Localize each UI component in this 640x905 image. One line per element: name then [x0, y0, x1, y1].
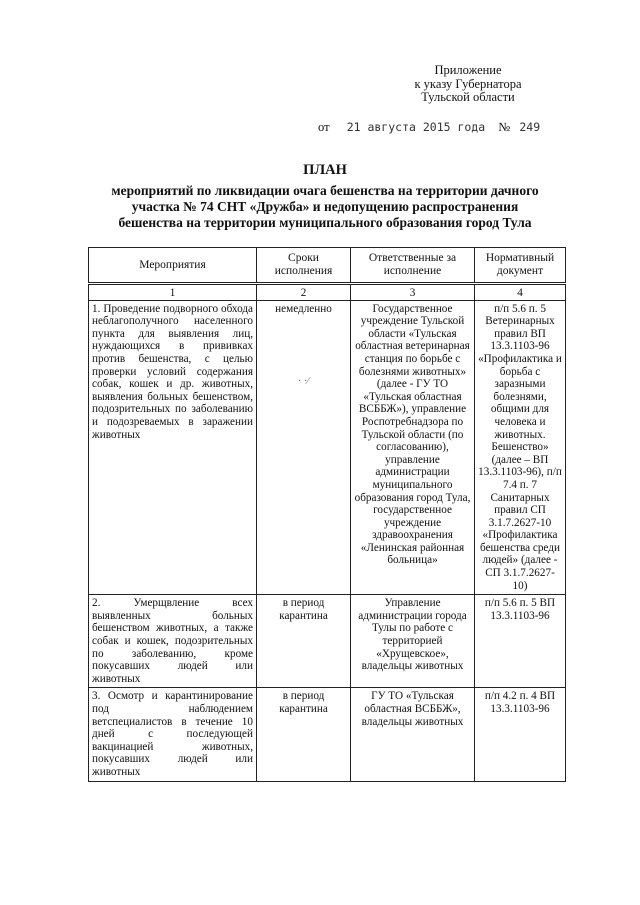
plan-table [88, 247, 566, 782]
responsible-cell: ГУ ТО «Тульская областная ВСББЖ», владельцы животных [351, 688, 475, 781]
decree-date: 21 августа 2015 года [346, 120, 486, 134]
activity-cell: 1. Проведение подворного обхода неблагополучного населенного пункта для выявления лиц, нуждающихся в прививках против бешенства, с целью проверки условий содержания собак, кошек и др. животных, выявления больных бешенством, подозрительных по заболеванию и подозреваемых в заражении животных [89, 300, 257, 595]
table-header-row [89, 248, 566, 284]
header-responsible: Ответственные за исполнение [351, 248, 475, 284]
document-cell: п/п 5.6 п. 5 Ветеринарных правил ВП 13.3.1103-96 «Профилактика и борьба с заразными болезнями, общими для человека и животных. Бешенство» (далее – ВП 13.3.1103-96), п/п 7.4 п. 7 Санитарных правил СП 3.1.7.2627-10 «Профилактика бешенства среди людей» (далее - СП 3.1.7.2627-10) [475, 300, 566, 595]
decree-number-label: № [498, 120, 511, 134]
title-line-4: бешенства на территории муниципального образования город Тула [118, 215, 532, 230]
appendix-line-1: Приложение [434, 63, 502, 77]
table-row [89, 688, 566, 781]
date-from-label: от [318, 120, 330, 134]
document-cell: п/п 5.6 п. 5 ВП 13.3.1103-96 [475, 595, 566, 688]
deadline-cell: в период карантина [257, 688, 351, 781]
decree-dateline [318, 120, 558, 135]
document-title [80, 162, 570, 231]
title-plan: ПЛАН [303, 162, 347, 178]
header-document: Нормативный документ [475, 248, 566, 284]
column-number: 3 [351, 284, 475, 301]
table-row [89, 595, 566, 688]
table-column-numbers-row [89, 284, 566, 301]
activity-cell: 2. Умерщвление всех выявленных больных бешенством животных, а также собак и кошек, подозрительных по заболеванию, кроме покусавших людей или животных [89, 595, 257, 688]
responsible-cell: Управление администрации города Тулы по работе с территорией «Хрущевское», владельцы животных [351, 595, 475, 688]
table-row [89, 300, 566, 595]
appendix-line-3: Тульской области [421, 90, 515, 104]
appendix-line-2: к указу Губернатора [414, 76, 522, 91]
responsible-cell: Государственное учреждение Тульской области «Тульская областная ветеринарная станция по борьбе с болезнями животных» (далее - ГУ ТО «Тульская областная ВСББЖ»), управление Роспотребнадзора по Тульской области (по согласованию), управление администрации муниципального образования город Тула, государственное учреждение здравоохранения «Ленинская районная больница» [351, 300, 475, 595]
deadline-cell: в период карантина [257, 595, 351, 688]
header-deadline: Сроки исполнения [257, 248, 351, 284]
column-number: 1 [89, 284, 257, 301]
pen-mark: · ·⁄ [298, 376, 309, 387]
title-line-2: мероприятий по ликвидации очага бешенства на территории дачного [111, 183, 539, 198]
activity-cell: 3. Осмотр и карантинирование под наблюдением ветспециалистов в течение 10 дней с последующей вакцинацией животных, покусавших людей или животных [89, 688, 257, 781]
appendix-block [388, 64, 548, 105]
column-number: 2 [257, 284, 351, 301]
header-activities: Мероприятия [89, 248, 257, 284]
deadline-cell: немедленно [257, 300, 351, 595]
title-line-3: участка № 74 СНТ «Дружба» и недопущению распространения [131, 199, 519, 214]
column-number: 4 [475, 284, 566, 301]
document-cell: п/п 4.2 п. 4 ВП 13.3.1103-96 [475, 688, 566, 781]
decree-number: 249 [519, 120, 541, 134]
